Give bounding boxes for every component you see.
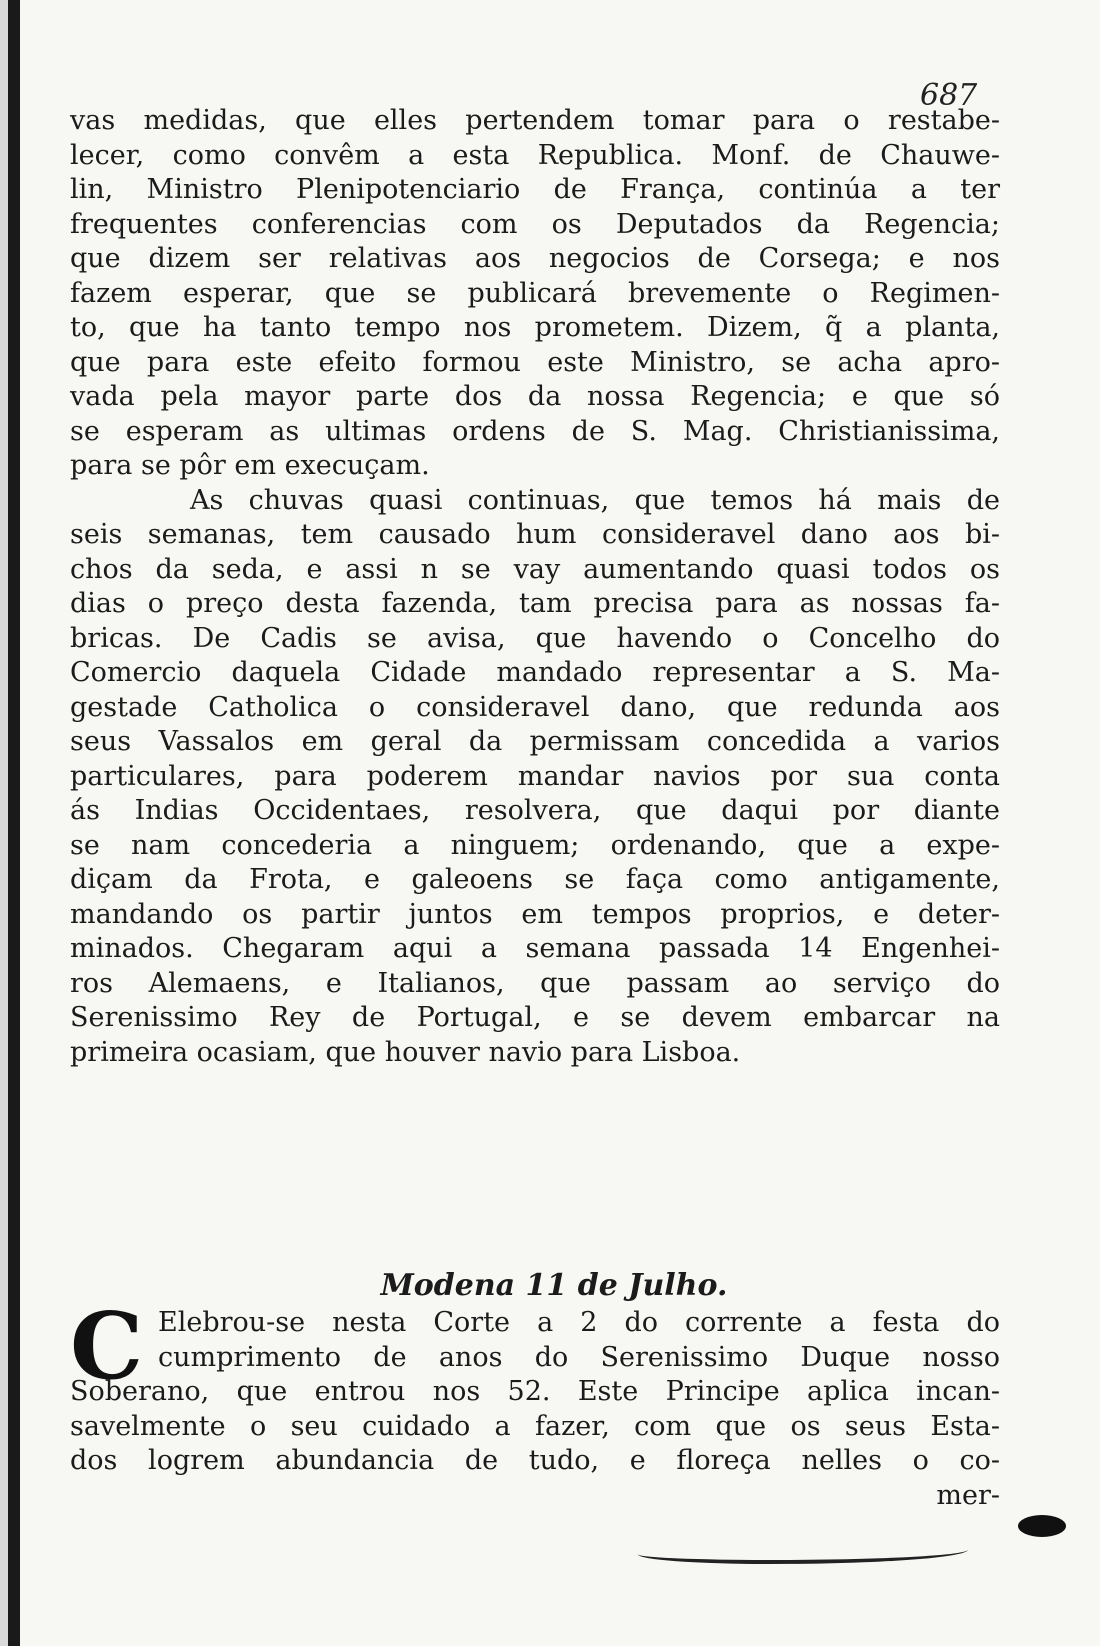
- text-line: Serenissimo Rey de Portugal, e se devem embarcar na: [70, 1002, 1000, 1033]
- text-line: se esperam as ultimas ordens de S. Mag. Christianissima,: [70, 415, 1000, 447]
- text-line: chos da seda, e assi n se vay aumentando quasi todos os: [70, 553, 1000, 585]
- text-line: primeira ocasiam, que houver navio para Lisboa.: [70, 1036, 741, 1068]
- text-line: minados. Chegaram aqui a semana passada 14 Engenhei-: [70, 933, 1000, 964]
- page-number: 687: [920, 78, 978, 113]
- text-line: ás Indias Occidentaes, resolvera, que daqui por diante: [70, 795, 1000, 826]
- text-line: bricas. De Cadis se avisa, que havendo o Concelho do: [70, 622, 1000, 654]
- text-line: que para este efeito formou este Ministro, se acha apro-: [70, 346, 1000, 378]
- text-line: vada pela mayor parte dos da nossa Regencia; e que só: [70, 381, 1000, 412]
- ink-blot: [1018, 1515, 1066, 1537]
- text-line: diçam da Frota, e galeoens se faça como antigamente,: [70, 864, 1000, 895]
- text-line: cumprimento de anos do Serenissimo Duque nosso: [158, 1341, 1000, 1373]
- text-line: frequentes conferencias com os Deputados da Regencia;: [70, 208, 1000, 240]
- text-line: Soberano, que entrou nos 52. Este Principe aplica incan-: [70, 1376, 1000, 1407]
- text-line: que dizem ser relativas aos negocios de Corsega; e nos: [70, 243, 1000, 274]
- drop-cap: C: [70, 1292, 144, 1400]
- text-line: fazem esperar, que se publicará brevemente o Regimen-: [70, 277, 1000, 309]
- ink-scribble: [638, 1540, 968, 1564]
- catchword: mer-: [936, 1479, 1000, 1511]
- modena-article: [70, 1292, 1000, 1513]
- text-line: para se pôr em execuçam.: [70, 450, 430, 481]
- text-line: ros Alemaens, e Italianos, que passam ao serviço do: [70, 967, 1000, 999]
- text-line: seis semanas, tem causado hum consideravel dano aos bi-: [70, 519, 1000, 550]
- text-line: dias o preço desta fazenda, tam precisa para as nossas fa-: [70, 588, 1000, 619]
- paragraph-start-line: As chuvas quasi continuas, que temos há mais de: [190, 484, 1000, 516]
- text-line: particulares, para poderem mandar navios por sua conta: [70, 760, 1000, 792]
- text-line: mandando os partir juntos em tempos proprios, e deter-: [70, 898, 1000, 930]
- text-line: savelmente o seu cuidado a fazer, com que os seus Esta-: [70, 1410, 1000, 1442]
- text-line: Comercio daquela Cidade mandado representar a S. Ma-: [70, 657, 1000, 688]
- text-line: lin, Ministro Plenipotenciario de França, continúa a ter: [70, 174, 1000, 205]
- page-edge-shadow: [8, 0, 20, 1646]
- text-line: dos logrem abundancia de tudo, e floreça nelles o co-: [70, 1445, 1000, 1476]
- text-line: seus Vassalos em geral da permissam concedida a varios: [70, 726, 1000, 757]
- newspaper-page: [8, 0, 1100, 1646]
- text-line: vas medidas, que elles pertendem tomar para o restabe-: [70, 105, 1000, 136]
- text-line: gestade Catholica o consideravel dano, que redunda aos: [70, 691, 1000, 723]
- body-text: [70, 104, 1000, 1070]
- text-line: Elebrou-se nesta Corte a 2 do corrente a festa do: [158, 1307, 1000, 1338]
- text-line: lecer, como convêm a esta Republica. Monf. de Chauwe-: [70, 139, 1000, 171]
- text-line: se nam concederia a ninguem; ordenando, que a expe-: [70, 829, 1000, 861]
- text-line: to, que ha tanto tempo nos prometem. Dizem, q̃ a planta,: [70, 312, 1000, 343]
- dateline-heading: Modena 11 de Julho.: [380, 1268, 728, 1303]
